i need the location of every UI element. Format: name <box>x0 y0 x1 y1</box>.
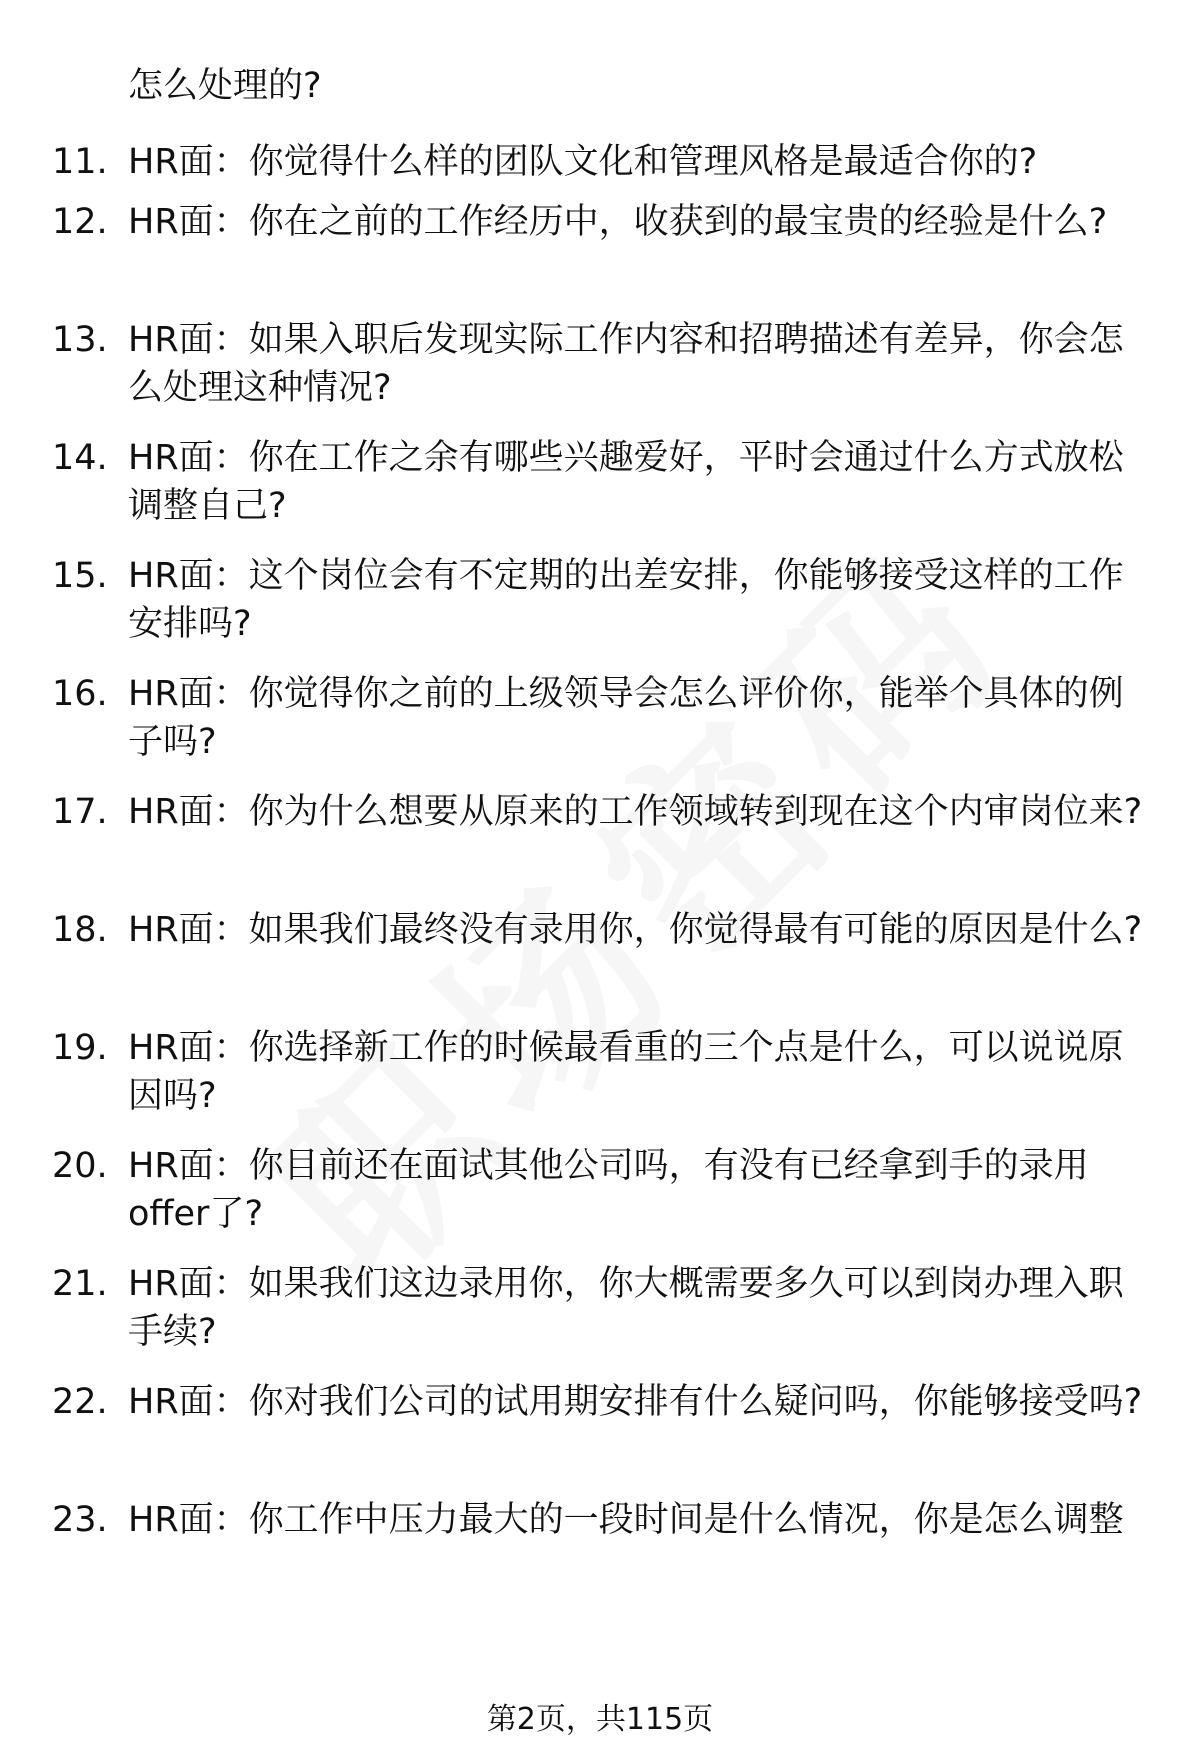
question-text: HR面：你对我们公司的试用期安排有什么疑问吗，你能够接受吗? <box>128 1382 1143 1422</box>
continued-question-text: 怎么处理的? <box>128 66 322 106</box>
question-text: HR面：这个岗位会有不定期的出差安排，你能够接受这样的工作安排吗? <box>128 556 1124 644</box>
question-number: 17. <box>52 792 108 832</box>
question-item <box>0 670 1158 788</box>
question-text: HR面：你觉得什么样的团队文化和管理风格是最适合你的? <box>128 142 1038 182</box>
question-item <box>0 1260 1158 1378</box>
question-number: 16. <box>52 674 108 714</box>
question-text: HR面：如果我们最终没有录用你，你觉得最有可能的原因是什么? <box>128 910 1143 950</box>
question-number: 20. <box>52 1146 108 1186</box>
question-number: 15. <box>52 556 108 596</box>
question-number: 22. <box>52 1382 108 1422</box>
question-item <box>0 552 1158 670</box>
question-text: HR面：你选择新工作的时候最看重的三个点是什么，可以说说原因吗? <box>128 1028 1124 1116</box>
question-text: HR面：你在工作之余有哪些兴趣爱好，平时会通过什么方式放松调整自己? <box>128 438 1124 526</box>
question-item <box>0 138 1158 198</box>
question-number: 13. <box>52 320 108 360</box>
question-number: 21. <box>52 1264 108 1304</box>
question-number: 11. <box>52 142 108 182</box>
question-text: HR面：如果我们这边录用你，你大概需要多久可以到岗办理入职手续? <box>128 1264 1124 1352</box>
question-list <box>0 138 1200 1556</box>
question-number: 23. <box>52 1500 108 1540</box>
question-item <box>0 316 1158 434</box>
question-item <box>0 1024 1158 1142</box>
question-text: HR面：你在之前的工作经历中，收获到的最宝贵的经验是什么? <box>128 202 1108 242</box>
question-number: 14. <box>52 438 108 478</box>
question-item <box>0 1378 1158 1496</box>
question-number: 19. <box>52 1028 108 1068</box>
question-text: HR面：你觉得你之前的上级领导会怎么评价你，能举个具体的例子吗? <box>128 674 1124 762</box>
question-item <box>0 198 1158 316</box>
question-item <box>0 1496 1158 1556</box>
question-item <box>0 906 1158 1024</box>
question-text: HR面：你目前还在面试其他公司吗，有没有已经拿到手的录用offer了? <box>128 1146 1089 1234</box>
question-number: 12. <box>52 202 108 242</box>
question-item <box>0 434 1158 552</box>
page-footer: 第2页，共115页 <box>486 1702 714 1737</box>
question-item <box>0 788 1158 906</box>
question-text: HR面：你为什么想要从原来的工作领域转到现在这个内审岗位来? <box>128 792 1143 832</box>
question-number: 18. <box>52 910 108 950</box>
question-text: HR面：你工作中压力最大的一段时间是什么情况，你是怎么调整 <box>128 1500 1124 1540</box>
question-text: HR面：如果入职后发现实际工作内容和招聘描述有差异，你会怎么处理这种情况? <box>128 320 1124 408</box>
question-item <box>0 1142 1158 1260</box>
